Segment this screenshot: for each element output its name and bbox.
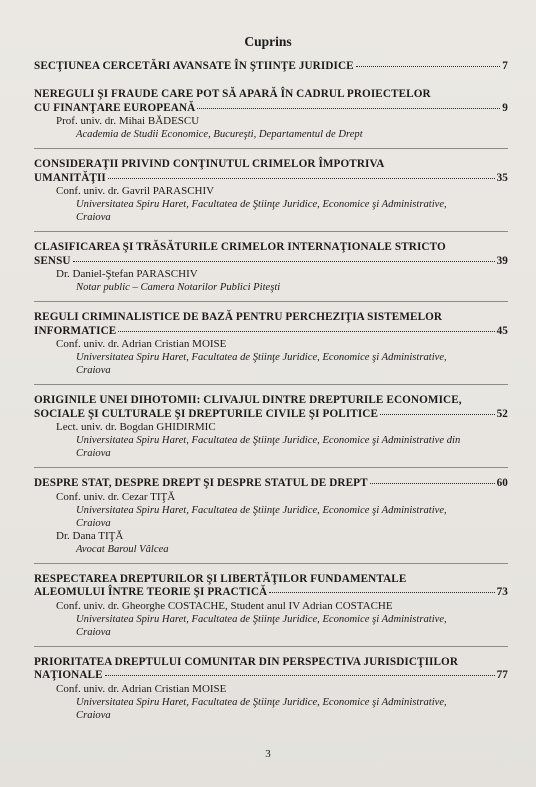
entry-affiliation: Universitatea Spiru Haret, Facultatea de Ştiinţe Juridice, Economice şi Administrative din <box>76 435 461 446</box>
entry-title <box>34 656 508 683</box>
entry-author: Conf. univ. dr. Adrian Cristian MOISE <box>56 682 227 695</box>
entry-title <box>34 477 508 491</box>
entry-author: Prof. univ. dr. Mihai BĂDESCU <box>56 115 200 127</box>
table-of-contents <box>34 60 508 722</box>
entry-title-last-line <box>34 477 508 491</box>
entry-title-last-line <box>34 586 508 600</box>
section-page-number: 7 <box>502 60 508 72</box>
entry-author: Conf. univ. dr. Gheorghe COSTACHE, Student anul IV Adrian COSTACHE <box>56 599 393 612</box>
dot-leader <box>356 66 501 67</box>
dot-leader <box>370 483 495 484</box>
entry-affiliation: Academia de Studii Economice, Bucureşti, Departamentul de Drept <box>76 129 363 140</box>
entry-page-number: 73 <box>496 586 508 598</box>
toc-entry[interactable] <box>34 311 508 377</box>
dot-leader <box>197 108 500 109</box>
entry-divider <box>34 646 508 647</box>
entry-affiliation: Universitatea Spiru Haret, Facultatea de Ştiinţe Juridice, Economice şi Administrative, <box>76 352 447 363</box>
entry-divider <box>34 231 508 232</box>
entry-affiliation: Universitatea Spiru Haret, Facultatea de Ştiinţe Juridice, Economice şi Administrative, <box>76 613 447 625</box>
entry-title-line: DESPRE STAT, DESPRE DREPT ŞI DESPRE STATUL DE DREPT <box>34 477 368 489</box>
entry-title-last-line <box>34 669 508 683</box>
dot-leader <box>118 331 494 332</box>
entry-page-number: 9 <box>502 101 508 114</box>
entry-author: Conf. univ. dr. Cezar TIŢĂ <box>56 490 176 503</box>
entry-affiliation: Universitatea Spiru Haret, Facultatea de Ştiinţe Juridice, Economice şi Administrative, <box>76 199 447 210</box>
entry-title-line: SOCIALE ŞI CULTURALE ŞI DREPTURILE CIVILE ŞI POLITICE <box>34 407 379 420</box>
entry-title-last-line <box>34 408 508 422</box>
entry-title-line: CONSIDERAŢII PRIVIND CONŢINUTUL CRIMELOR ÎMPOTRIVA <box>34 158 385 170</box>
entry-divider <box>34 563 508 564</box>
entry-title-line: ALEOMULUI ÎNTRE TEORIE ŞI PRACTICĂ <box>34 586 268 598</box>
entry-divider <box>34 467 508 468</box>
dot-leader <box>73 261 495 262</box>
entry-title-line: ORIGINILE UNEI DIHOTOMII: CLIVAJUL DINTRE DREPTURILE ECONOMICE, <box>34 394 462 406</box>
entry-title-line: RESPECTAREA DREPTURILOR ŞI LIBERTĂŢILOR FUNDAMENTALE <box>34 572 407 585</box>
entry-title-line: SENSU <box>34 254 71 267</box>
entry-title-line: UMANITĂŢII <box>34 171 106 184</box>
toc-entry[interactable] <box>34 158 508 224</box>
entry-affiliation: Craiova <box>76 626 111 638</box>
section-heading[interactable] <box>34 60 508 72</box>
entry-affiliation: Craiova <box>76 212 111 223</box>
entry-page-number: 52 <box>496 407 508 420</box>
entry-affiliation: Craiova <box>76 365 111 376</box>
entry-page-number: 35 <box>496 171 508 184</box>
toc-entry[interactable] <box>34 477 508 556</box>
entry-author: Conf. univ. dr. Adrian Cristian MOISE <box>56 338 227 350</box>
dot-leader <box>269 592 494 593</box>
entry-author: Lect. univ. dr. Bogdan GHIDIRMIC <box>56 421 216 433</box>
toc-entry[interactable] <box>34 573 508 639</box>
entry-divider <box>34 148 508 149</box>
entry-affiliation: Avocat Baroul Vâlcea <box>76 543 169 555</box>
entry-affiliation: Universitatea Spiru Haret, Facultatea de Ştiinţe Juridice, Economice şi Administrative, <box>76 504 447 516</box>
entry-title-line: CLASIFICAREA ŞI TRĂSĂTURILE CRIMELOR INTERNAŢIONALE STRICTO <box>34 241 446 253</box>
page-number: 3 <box>265 748 271 760</box>
entry-title-line: INFORMATICE <box>34 324 117 337</box>
entry-page-number: 45 <box>496 324 508 337</box>
entry-title-last-line <box>34 325 508 339</box>
entry-affiliation: Universitatea Spiru Haret, Facultatea de Ştiinţe Juridice, Economice şi Administrative, <box>76 696 447 708</box>
page-title: Cuprins <box>244 34 292 49</box>
entry-title <box>34 241 508 268</box>
entry-author: Dr. Daniel-Ştefan PARASCHIV <box>56 268 198 280</box>
dot-leader <box>105 675 495 676</box>
entry-title <box>34 311 508 338</box>
entry-title-line: PRIORITATEA DREPTULUI COMUNITAR DIN PERSPECTIVA JURISDICŢIILOR <box>34 655 459 668</box>
entry-title-line: CU FINANŢARE EUROPEANĂ <box>34 101 196 114</box>
entry-page-number: 77 <box>496 669 508 681</box>
entry-page-number: 39 <box>496 254 508 267</box>
entry-title-last-line <box>34 255 508 269</box>
entry-affiliation: Craiova <box>76 517 111 529</box>
dot-leader <box>108 178 495 179</box>
toc-entry[interactable] <box>34 656 508 722</box>
entry-title <box>34 573 508 600</box>
entry-affiliation: Craiova <box>76 709 111 721</box>
entry-title-last-line <box>34 172 508 186</box>
section-label: SECŢIUNEA CERCETĂRI AVANSATE ÎN ŞTIINŢE JURIDICE <box>34 60 354 72</box>
entry-title <box>34 394 508 421</box>
entry-divider <box>34 301 508 302</box>
entry-title-line: NEREGULI ŞI FRAUDE CARE POT SĂ APARĂ ÎN CADRUL PROIECTELOR <box>34 88 431 100</box>
entry-title-line: REGULI CRIMINALISTICE DE BAZĂ PENTRU PERCHEZIŢIA SISTEMELOR <box>34 311 443 323</box>
entry-affiliation: Craiova <box>76 448 111 459</box>
entry-affiliation: Notar public – Camera Notarilor Publici Piteşti <box>76 282 281 293</box>
entry-title <box>34 88 508 115</box>
toc-entry[interactable] <box>34 241 508 294</box>
entry-page-number: 60 <box>496 477 508 489</box>
entry-author: Dr. Dana TIŢĂ <box>56 529 124 542</box>
toc-entries <box>34 88 508 722</box>
entry-author: Conf. univ. dr. Gavril PARASCHIV <box>56 185 215 197</box>
entry-title-line: NAŢIONALE <box>34 669 103 681</box>
toc-entry[interactable] <box>34 88 508 141</box>
toc-entry[interactable] <box>34 394 508 460</box>
entry-title-last-line <box>34 102 508 116</box>
entry-title <box>34 158 508 185</box>
entry-divider <box>34 384 508 385</box>
dot-leader <box>380 414 495 415</box>
